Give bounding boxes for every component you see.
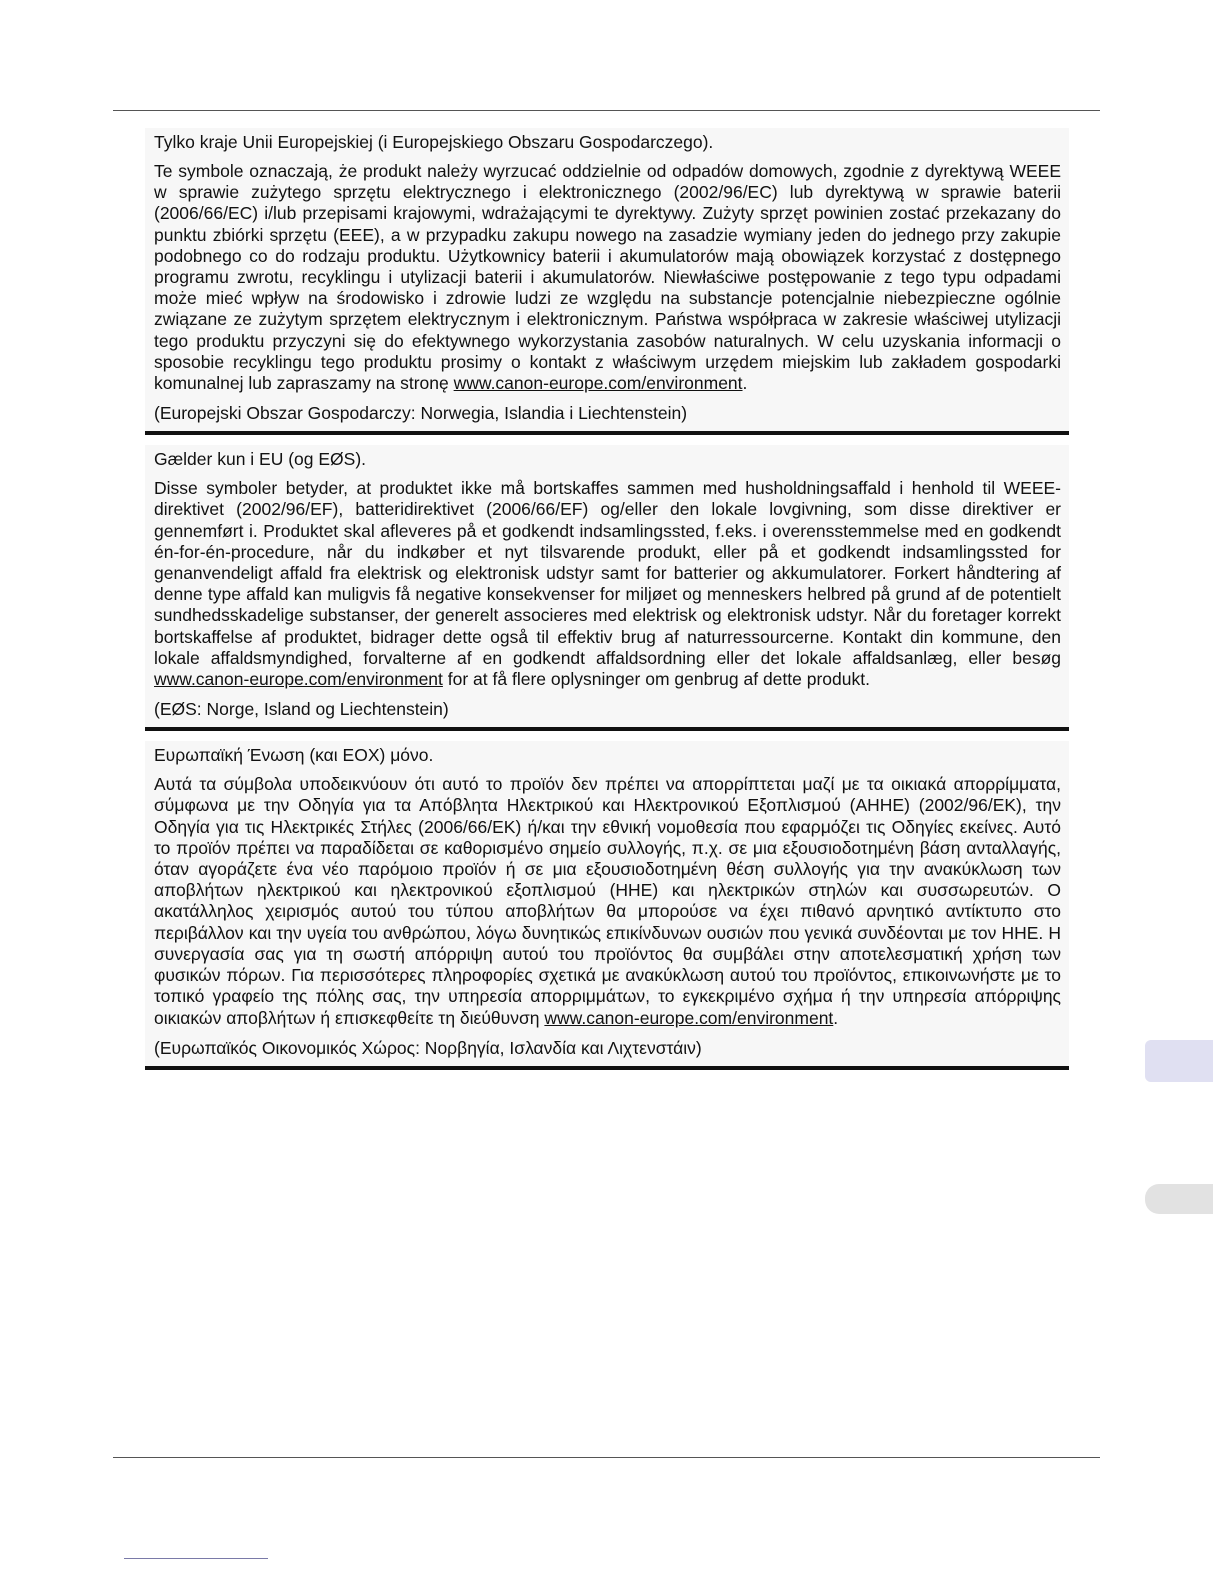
section-title: Tylko kraje Unii Europejskiej (i Europejskiego Obszaru Gospodarczego).	[154, 132, 714, 152]
weee-notice	[145, 128, 1069, 1070]
footer-link-underline	[124, 1558, 268, 1559]
section-title: Gælder kun i EU (og EØS).	[154, 449, 367, 470]
footer-rule	[113, 1457, 1100, 1458]
section-title: Ευρωπαϊκή Ένωση (και ΕΟΧ) μόνο.	[154, 745, 434, 766]
chapter-tab-active[interactable]	[1145, 1040, 1213, 1082]
section-polish	[145, 128, 1069, 431]
section-divider	[145, 431, 1069, 435]
environment-link[interactable]: www.canon-europe.com/environment	[544, 1007, 834, 1028]
section-divider	[145, 1066, 1069, 1070]
section-greek	[145, 741, 1069, 1065]
section-danish	[145, 445, 1069, 727]
environment-link[interactable]: www.canon-europe.com/environment	[453, 373, 743, 394]
section-body: Te symbole oznaczają, że produkt należy wyrzucać oddzielnie od odpadów domowych, zgodnie z dyrektywą WEEE w sprawie zużytego sprzętu elektrycznego i elektronicznego (2002/96/EC) lub dyrektywą w sprawie baterii (2006/66/EC) i/lub przepisami krajowymi, wdrażającymi te dyrektywy. Zużyty sprzęt powinien zostać przekazany do punktu zbiórki sprzętu (EEE), a w przypadku zakupu nowego na zasadzie wymiany jeden do jednego przy zakupie podobnego co do rodzaju produktu. Użytkownicy baterii i akumulatorów mają obowiązek korzystać z dostępnego programu zwrotu, recyklingu i utylizacji baterii i akumulatorów. Niewłaściwe postępowanie z tego typu odpadami może mieć wpływ na środowisko i zdrowie ludzi ze względu na substancje potencjalnie niebezpieczne ogólnie związane ze zużytym sprzętem elektrycznym i elektronicznym. Państwa współpraca w zakresie właściwej utylizacji tego produktu przyczyni się do efektywnego wykorzystania zasobów naturalnych. W celu uzyskania informacji o sposobie recyklingu tego produktu prosimy o kontakt z właściwym urzędem miejskim lub zakładem gospodarki komunalnej lub zapraszamy na stronę www.canon-europe.com/environment.	[154, 161, 1061, 394]
section-note: (EØS: Norge, Island og Liechtenstein)	[154, 699, 449, 720]
environment-link[interactable]: www.canon-europe.com/environment	[154, 669, 443, 690]
section-body: Disse symboler betyder, at produktet ikke må bortskaffes sammen med husholdningsaffald i henhold til WEEE-direktivet (2002/96/EF), batteridirektivet (2006/66/EF) og/eller den lokale lovgivning, som disse direktiver er gennemført i. Produktet skal afleveres på et godkendt indsamlingssted, f.eks. i overensstemmelse med en godkendt én-for-én-procedure, når du indkøber et nyt tilsvarende produkt, eller på et godkendt indsamlingssted for genanvendeligt affald fra elektrisk og elektronisk udstyr samt for batterier og akkumulatorer. Forkert håndtering af denne type affald kan muligvis få negative konsekvenser for miljøet og menneskers helbred på grund af de potentielt sundhedsskadelige substanser, der generelt associeres med elektrisk og elektronisk udstyr. Når du foretager korrekt bortskaffelse af produktet, bidrager dette også til effektiv brug af naturressourcerne. Kontakt din kommune, den lokale affaldsmyndighed, forvalterne af en godkendt affaldsordning eller det lokale affaldsanlæg, eller besøg www.canon-europe.com/environment for at få flere oplysninger om genbrug af dette produkt.	[154, 478, 1061, 690]
section-divider	[145, 727, 1069, 731]
chapter-tab[interactable]	[1145, 1184, 1213, 1214]
section-body: Αυτά τα σύμβολα υποδεικνύουν ότι αυτό το προϊόν δεν πρέπει να απορρίπτεται μαζί με τα οικιακά απορρίμματα, σύμφωνα με την Οδηγία για τα Απόβλητα Ηλεκτρικού και Ηλεκτρονικού Εξοπλισμού (ΑΗΗΕ) (2002/96/ΕΚ), την Οδηγία για τις Ηλεκτρικές Στήλες (2006/66/ΕΚ) ή/και την εθνική νομοθεσία που εφαρμόζει τις Οδηγίες εκείνες. Αυτό το προϊόν πρέπει να παραδίδεται σε καθορισμένο σημείο συλλογής, π.χ. σε μια εξουσιοδοτημένη βάση ανταλλαγής, όταν αγοράζετε ένα νέο παρόμοιο προϊόν ή σε μια εξουσιοδοτημένη θέση συλλογής για την ανακύκλωση των αποβλήτων ηλεκτρικού και ηλεκτρονικού εξοπλισμού (ΗΗΕ) και ηλεκτρικών στηλών και συσσωρευτών. Ο ακατάλληλος χειρισμός αυτού του τύπου αποβλήτων θα μπορούσε να έχει πιθανό αρνητικό αντίκτυπο στο περιβάλλον και την υγεία του ανθρώπου, λόγω δυνητικώς επικίνδυνων ουσιών που γενικά συνδέονται με τον ΗΗΕ. Η συνεργασία σας για τη σωστή απόρριψη αυτού του προϊόντος θα συμβάλει στην αποτελεσματική χρήση των φυσικών πόρων. Για περισσότερες πληροφορίες σχετικά με ανακύκλωση αυτού του προϊόντος, επικοινωνήστε με το τοπικό γραφείο της πόλης σας, την υπηρεσία απορριμμάτων, το εγκεκριμένο σχήμα ή την υπηρεσία απόρριψης οικιακών αποβλήτων ή επισκεφθείτε τη διεύθυνση www.canon-europe.com/environment.	[154, 774, 1061, 1028]
section-note: (Ευρωπαϊκός Οικονομικός Χώρος: Νορβηγία, Ισλανδία και Λιχτενστάιν)	[154, 1037, 702, 1058]
header-rule	[113, 110, 1100, 111]
section-note: (Europejski Obszar Gospodarczy: Norwegia, Islandia i Liechtenstein)	[154, 403, 688, 424]
